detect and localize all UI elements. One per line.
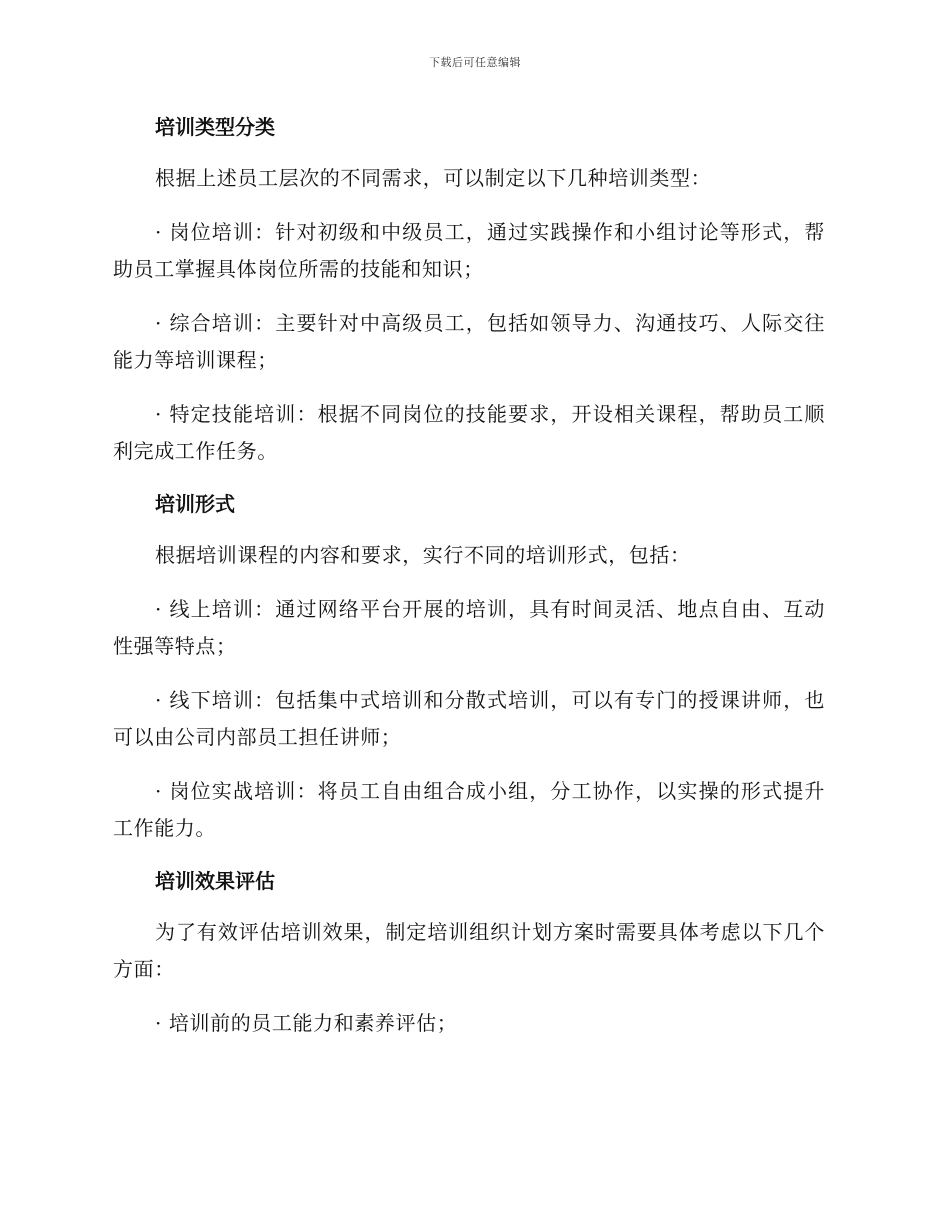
section-intro: 为了有效评估培训效果，制定培训组织计划方案时需要具体考虑以下几个方面： [113,920,825,981]
list-item: · 综合培训：主要针对中高级员工，包括如领导力、沟通技巧、人际交往能力等培训课程； [113,311,825,372]
list-item: · 特定技能培训：根据不同岗位的技能要求，开设相关课程，帮助员工顺利完成工作任务。 [113,402,825,463]
section-heading: 培训形式 [155,492,235,516]
section-intro: 根据上述员工层次的不同需求，可以制定以下几种培训类型： [155,166,712,190]
section-heading: 培训效果评估 [155,869,275,893]
list-item: · 培训前的员工能力和素养评估； [155,1011,458,1035]
header-note: 下载后可任意编辑 [429,56,521,69]
section-heading: 培训类型分类 [155,115,275,139]
list-item: · 岗位培训：针对初级和中级员工，通过实践操作和小组讨论等形式，帮助员工掌握具体岗位所需的技能和知识； [113,220,825,281]
list-item: · 线下培训：包括集中式培训和分散式培训，可以有专门的授课讲师，也可以由公司内部员工担任讲师； [113,688,825,749]
list-item: · 岗位实战培训：将员工自由组合成小组，分工协作，以实操的形式提升工作能力。 [113,779,825,840]
section-intro: 根据培训课程的内容和要求，实行不同的培训形式，包括： [155,543,691,567]
list-item: · 线上培训：通过网络平台开展的培训，具有时间灵活、地点自由、互动性强等特点； [113,597,825,658]
document-body [113,110,825,1059]
